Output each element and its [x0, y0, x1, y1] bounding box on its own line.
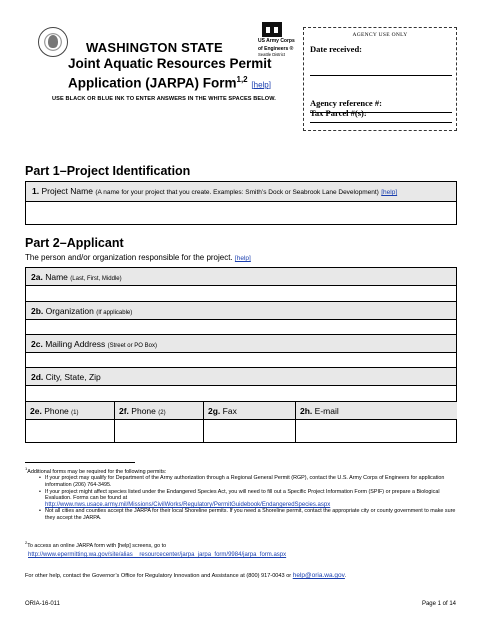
project-name-input[interactable] — [26, 202, 456, 224]
usace-logo — [258, 22, 302, 57]
project-name-text: Project Name — [41, 186, 93, 196]
fax-text: Fax — [222, 406, 237, 416]
footnote-2 — [25, 540, 457, 559]
phone2-label — [115, 402, 203, 420]
phone2-input[interactable] — [115, 420, 203, 442]
fax-cell — [203, 402, 295, 443]
other-help-end: . — [344, 573, 347, 579]
mailing-address-row — [26, 334, 456, 370]
email-text: E-mail — [314, 406, 339, 416]
usace-line1: US Army Corps — [258, 38, 295, 44]
footnote-1-bullet-2-text: If your project might affect species listed under the Endangered Species Act, you will need to fill out a Specific Project Information Form (SPIF) or prepare a Biological Evaluation. Forms can be found at — [45, 488, 440, 502]
footnote-1 — [25, 466, 457, 522]
mailing-address-text: Mailing Address — [45, 339, 106, 349]
applicant-name-label — [26, 268, 456, 286]
help-email-link[interactable]: help@oria.wa.gov — [292, 572, 345, 579]
phone2-text: Phone — [131, 406, 156, 416]
project-name-help-link[interactable]: [help] — [381, 189, 398, 196]
organization-text: Organization — [45, 306, 94, 316]
footnote-1-bullet-2 — [39, 489, 457, 509]
organization-row — [26, 301, 456, 337]
phone1-label — [26, 402, 114, 420]
usace-line2: of Engineers ® — [258, 45, 294, 52]
city-state-zip-row — [26, 367, 456, 403]
city-state-zip-label — [26, 368, 456, 386]
part2-description: The person and/or organization responsible for the project. — [25, 253, 233, 262]
applicant-name-text: Name — [45, 272, 68, 282]
other-help — [25, 572, 346, 579]
phone2-hint: (2) — [158, 410, 166, 416]
form-title-line2-wrap — [68, 72, 283, 93]
footnote-1-intro: Additional forms may be required for the following permits: — [27, 468, 167, 475]
state-title: WASHINGTON STATE — [86, 40, 223, 55]
ink-instruction: USE BLACK OR BLUE INK TO ENTER ANSWERS IN THE WHITE SPACES BELOW. — [52, 96, 276, 102]
part2-help-link[interactable]: [help] — [234, 255, 251, 262]
applicant-box — [25, 267, 457, 443]
email-num: 2h. — [300, 406, 313, 416]
washington-state-seal-icon — [38, 27, 68, 57]
page-number: Page 1 of 14 — [421, 601, 456, 607]
project-name-label — [26, 182, 456, 202]
mailing-address-num: 2c. — [31, 339, 43, 349]
phone1-cell — [26, 402, 114, 443]
form-id: ORIA-16-011 — [25, 601, 60, 607]
organization-label — [26, 302, 456, 320]
form-title-footnote-ref: 1,2 — [236, 74, 248, 84]
footnote-1-bullet-3: • Not all cities and counties accept the JARPA for their local Shoreline permits. If you need a Shoreline permit, contact the appropriate city or county government to make sure they accept the JARPA. — [39, 508, 457, 521]
phone1-num: 2e. — [30, 406, 42, 416]
date-received-field[interactable]: Date received: — [310, 44, 452, 76]
mailing-address-hint: (Street or PO Box) — [107, 343, 157, 349]
part1-title: Part 1–Project Identification — [25, 164, 191, 178]
footnote-2-num: 2 — [25, 540, 28, 545]
fax-label — [204, 402, 295, 420]
tax-parcel-field[interactable]: Tax Parcel #(s): — [310, 108, 452, 123]
footnote-1-list — [39, 475, 457, 521]
online-jarpa-link[interactable]: http://www.epermitting.wa.gov/site/alias__resourcecenter/jarpa_jarpa_form/9984/jarpa_form.aspx — [28, 552, 287, 559]
organization-num: 2b. — [31, 306, 44, 316]
email-cell — [295, 402, 457, 443]
organization-hint: (If applicable) — [96, 310, 133, 316]
footnote-1-bullet-1: • If your project may qualify for Department of the Army authorization through a Regional General Permit (RGP), contact the U.S. Army Corps of Engineers for application information (206) 764-3495. — [39, 475, 457, 488]
footnote-2-text: To access an online JARPA form with [help] screens, go to — [27, 542, 167, 549]
endangered-species-link[interactable]: http://www.nws.usace.army.mil/Missions/CivilWorks/Regulatory/PermitGuidebook/EndangeredSpecies.aspx — [45, 501, 331, 508]
phone2-cell — [114, 402, 203, 443]
agency-use-box — [303, 27, 457, 131]
footnote-1-intro-wrap — [25, 466, 457, 475]
phone1-hint: (1) — [71, 410, 79, 416]
part2-title: Part 2–Applicant — [25, 236, 124, 250]
applicant-name-hint: (Last, First, Middle) — [70, 276, 122, 282]
project-name-hint: (A name for your project that you create. Examples: Smith’s Dock or Seabrook Lane Development) — [95, 189, 379, 196]
fax-input[interactable] — [204, 420, 295, 442]
phone1-text: Phone — [44, 406, 69, 416]
email-input[interactable] — [296, 420, 457, 442]
footnote-divider — [25, 462, 135, 463]
city-state-zip-num: 2d. — [31, 372, 44, 382]
city-state-zip-text: City, State, Zip — [45, 372, 101, 382]
agency-use-header: AGENCY USE ONLY — [352, 32, 408, 38]
form-title-line2: Application (JARPA) Form — [68, 75, 237, 90]
mailing-address-label — [26, 335, 456, 353]
phone2-num: 2f. — [119, 406, 129, 416]
contact-cells-row — [26, 401, 456, 443]
footnote-1-num: 1 — [25, 466, 28, 471]
form-title-line1: Joint Aquatic Resources Permit — [68, 56, 272, 71]
applicant-name-row — [26, 268, 456, 303]
other-help-text: For other help, contact the Governor’s Office for Regulatory Innovation and Assistance at (800) 917-0043 or — [25, 573, 292, 579]
applicant-name-num: 2a. — [31, 272, 43, 282]
email-label — [296, 402, 457, 420]
fax-num: 2g. — [208, 406, 221, 416]
phone1-input[interactable] — [26, 420, 114, 442]
form-title — [68, 56, 283, 93]
title-help-link[interactable]: [help] — [251, 80, 271, 89]
usace-line3: Seattle District — [258, 52, 285, 57]
project-name-num: 1. — [32, 186, 40, 196]
part2-description-wrap — [25, 253, 251, 262]
castle-icon — [262, 22, 282, 37]
project-name-box — [25, 181, 457, 225]
agency-reference-field[interactable]: Agency reference #: — [310, 98, 452, 113]
